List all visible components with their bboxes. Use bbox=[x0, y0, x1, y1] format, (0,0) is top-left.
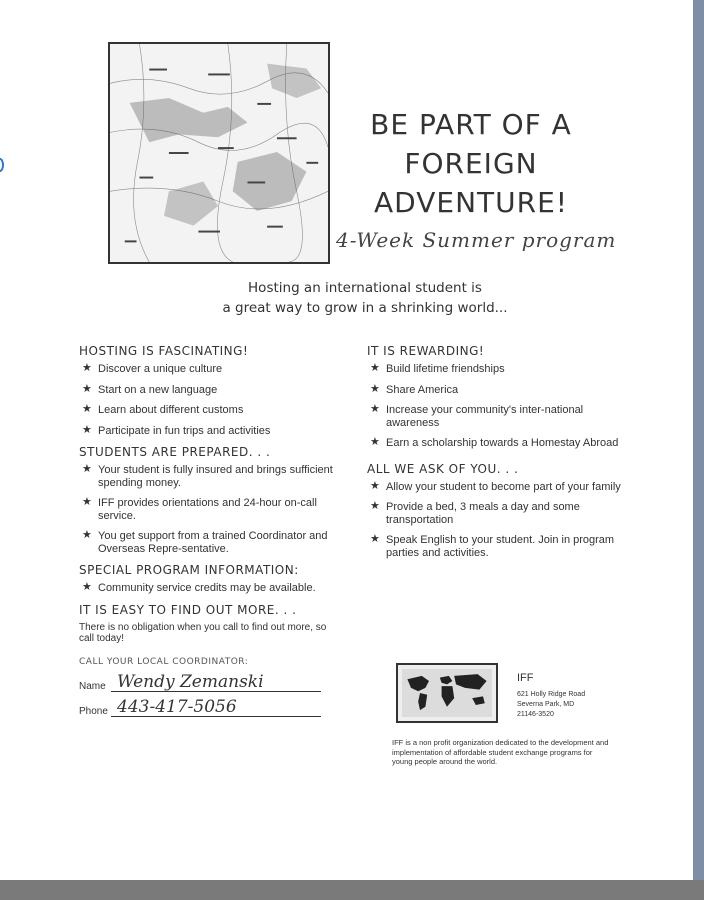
list-item: ★ Allow your student to become part of your family bbox=[370, 479, 621, 493]
bottom-bar bbox=[0, 880, 704, 900]
list-item: ★ Provide a bed, 3 meals a day and some transportation bbox=[370, 500, 580, 526]
star-icon: ★ bbox=[370, 479, 380, 492]
iff-address-line-1: 621 Holly Ridge Road bbox=[517, 691, 586, 698]
star-icon: ★ bbox=[82, 496, 92, 508]
intro-line-1: Hosting an international student is bbox=[248, 280, 482, 296]
iff-name: IFF bbox=[517, 672, 534, 684]
name-field: Wendy Zemanski bbox=[111, 673, 321, 692]
find-out-text: There is no obligation when you call to find out more, so call today! bbox=[79, 621, 327, 644]
list-item: ★ Participate in fun trips and activities bbox=[82, 423, 271, 437]
headline-line-2: FOREIGN bbox=[404, 147, 538, 180]
star-icon: ★ bbox=[370, 403, 380, 415]
star-icon: ★ bbox=[82, 423, 92, 436]
list-item: ★ You get support from a trained Coordinator and Overseas Repre-sentative. bbox=[82, 529, 328, 555]
list-item: ★ Community service credits may be available. bbox=[82, 581, 316, 594]
section-find-out bbox=[79, 603, 344, 717]
list-item: ★ Increase your community's inter-national awareness bbox=[370, 403, 584, 429]
star-icon: ★ bbox=[370, 533, 380, 545]
iff-address bbox=[517, 690, 585, 720]
star-icon: ★ bbox=[82, 463, 92, 475]
world-map-image bbox=[108, 42, 330, 264]
intro-line-2: a great way to grow in a shrinking world... bbox=[222, 300, 508, 316]
iff-address-line-3: 21146-3520 bbox=[517, 711, 554, 718]
handwritten-program-note: 4-Week Summer program bbox=[336, 228, 617, 252]
edge-indicator bbox=[0, 158, 4, 172]
headline-line-3: ADVENTURE! bbox=[374, 186, 568, 219]
iff-world-map-logo bbox=[396, 663, 498, 723]
list-item: ★ Earn a scholarship towards a Homestay Abroad bbox=[370, 436, 619, 449]
star-icon: ★ bbox=[82, 403, 92, 415]
section-heading: IT IS REWARDING! bbox=[367, 344, 485, 358]
list-item: ★ Share America bbox=[370, 382, 459, 396]
list-item: ★ Speak English to your student. Join in program parties and activities. bbox=[370, 533, 615, 559]
section-heading: STUDENTS ARE PREPARED. . . bbox=[79, 445, 271, 459]
star-icon: ★ bbox=[370, 500, 380, 512]
list-item: ★ Start on a new language bbox=[82, 382, 218, 396]
star-icon: ★ bbox=[370, 436, 380, 448]
phone-field: 443-417-5056 bbox=[111, 698, 321, 717]
list-item: ★ Your student is fully insured and brings sufficient spending money. bbox=[82, 463, 333, 489]
phone-label: Phone bbox=[79, 705, 108, 717]
section-heading: HOSTING IS FASCINATING! bbox=[79, 344, 249, 358]
star-icon: ★ bbox=[82, 529, 92, 541]
section-rewarding bbox=[367, 344, 632, 450]
section-heading: IT IS EASY TO FIND OUT MORE. . . bbox=[79, 602, 297, 617]
star-icon: ★ bbox=[82, 362, 92, 374]
star-icon: ★ bbox=[370, 362, 380, 374]
star-icon: ★ bbox=[82, 581, 92, 593]
left-column bbox=[79, 344, 344, 717]
section-heading: ALL WE ASK OF YOU. . . bbox=[367, 461, 519, 476]
section-prepared bbox=[79, 445, 344, 555]
section-all-we-ask bbox=[367, 462, 632, 560]
headline bbox=[346, 105, 596, 222]
list-item: ★ Discover a unique culture bbox=[82, 362, 223, 375]
section-heading: SPECIAL PROGRAM INFORMATION: bbox=[79, 563, 299, 577]
section-hosting bbox=[79, 344, 344, 437]
window-edge-strip bbox=[693, 0, 704, 880]
right-column bbox=[367, 344, 632, 567]
iff-description: IFF is a non profit organization dedicated to the development and implementation of affordable student exchange programs for young people around the world. bbox=[392, 738, 609, 766]
name-row bbox=[79, 673, 344, 692]
name-label: Name bbox=[79, 680, 106, 692]
list-item: ★ Learn about different customs bbox=[82, 403, 244, 416]
star-icon: ★ bbox=[82, 382, 92, 395]
call-coordinator-label: CALL YOUR LOCAL COORDINATOR: bbox=[79, 656, 249, 667]
headline-line-1: BE PART OF A bbox=[370, 108, 572, 141]
phone-row bbox=[79, 698, 344, 717]
intro-text bbox=[150, 278, 580, 318]
iff-address-line-2: Severna Park, MD bbox=[517, 701, 575, 708]
list-item: ★ IFF provides orientations and 24-hour on-call service. bbox=[82, 496, 317, 522]
star-icon: ★ bbox=[370, 382, 380, 395]
section-special-program bbox=[79, 563, 344, 595]
list-item: ★ Build lifetime friendships bbox=[370, 362, 505, 375]
